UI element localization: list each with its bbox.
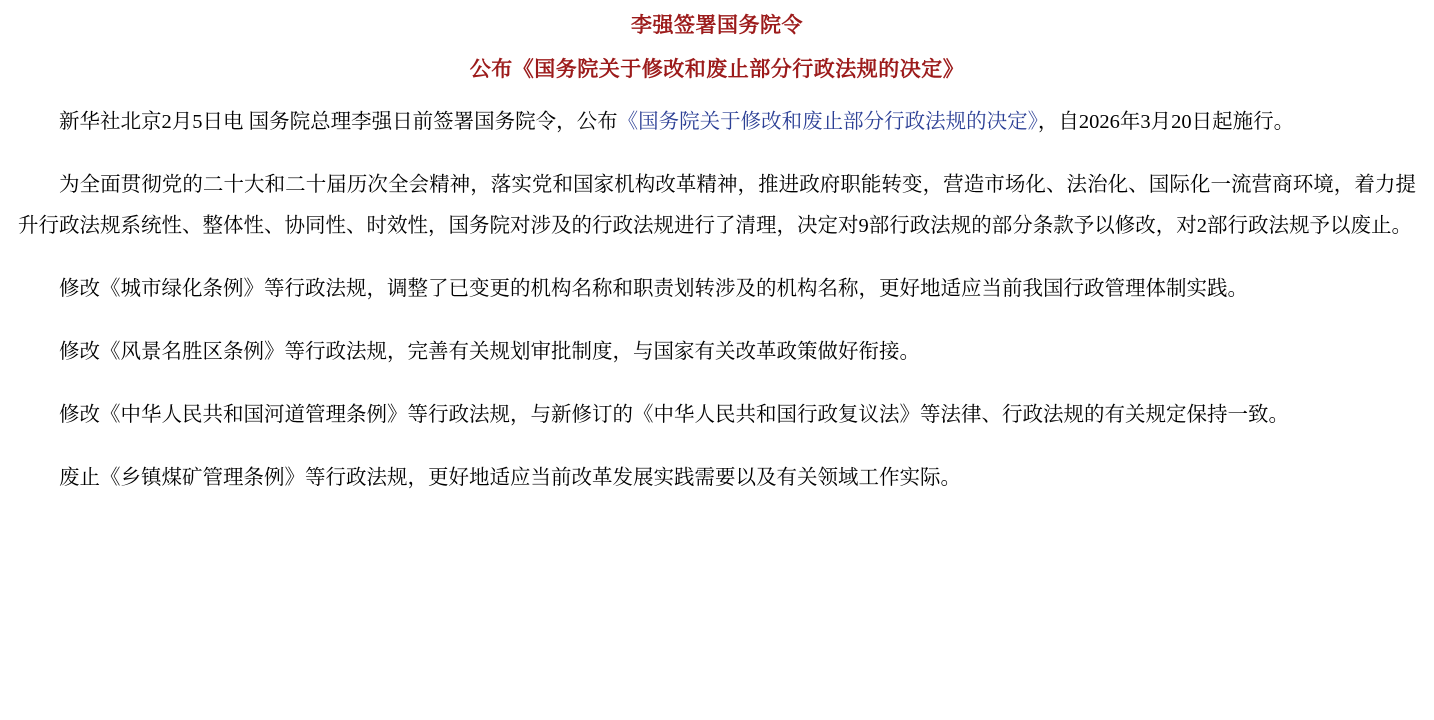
article-body [18,102,1416,499]
page-title: 李强签署国务院令 [631,13,803,37]
paragraph-lead-text-before-link: 新华社北京2月5日电 国务院总理李强日前签署国务院令，公布 [59,111,618,133]
page-subtitle: 公布《国务院关于修改和废止部分行政法规的决定》 [469,57,965,81]
paragraph-repeal-township-coal-mines: 废止《乡镇煤矿管理条例》等行政法规，更好地适应当前改革发展实践需要以及有关领域工作实际。 [59,467,961,489]
paragraph-lead-text-after-link: ，自2026年3月20日起施行。 [1037,111,1295,133]
decision-document-link[interactable]: 《国务院关于修改和废止部分行政法规的决定》 [617,111,1038,133]
paragraph-background: 为全面贯彻党的二十大和二十届历次全会精神，落实党和国家机构改革精神，推进政府职能转变，营造市场化、法治化、国际化一流营商环境，着力提升行政法规系统性、整体性、协同性、时效性，国务院对涉及的行政法规进行了清理，决定对9部行政法规的部分条款予以修改，对2部行政法规予以废止。 [18,174,1416,237]
paragraph-amendment-river-channel: 修改《中华人民共和国河道管理条例》等行政法规，与新修订的《中华人民共和国行政复议法》等法律、行政法规的有关规定保持一致。 [59,404,1289,426]
paragraph-lead [18,102,1416,143]
article-header [18,0,1416,86]
paragraph-amendment-urban-greening: 修改《城市绿化条例》等行政法规，调整了已变更的机构名称和职责划转涉及的机构名称，更好地适应当前我国行政管理体制实践。 [59,278,1248,300]
paragraph-amendment-scenic-areas: 修改《风景名胜区条例》等行政法规，完善有关规划审批制度，与国家有关改革政策做好衔接。 [59,341,920,363]
